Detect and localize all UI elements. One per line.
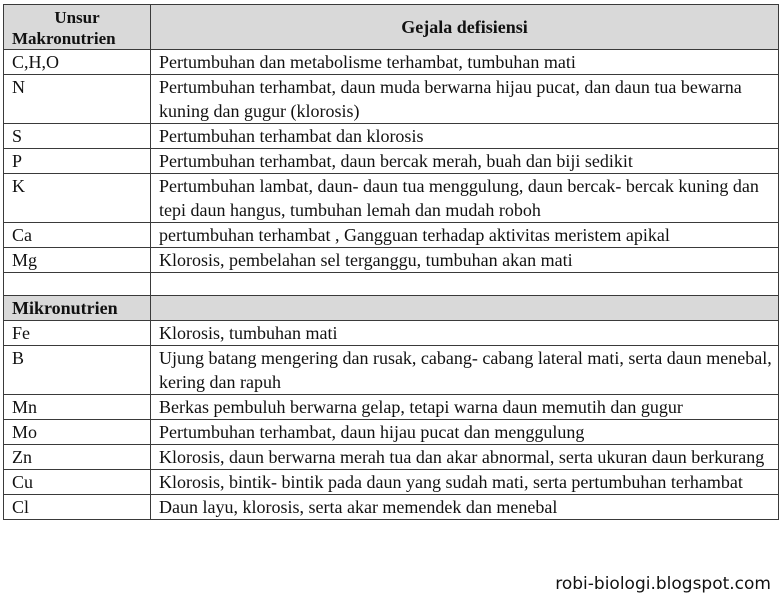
element-cell: Cl <box>4 495 151 520</box>
symptom-cell: Pertumbuhan terhambat dan klorosis <box>151 124 779 149</box>
spacer-row <box>4 273 779 296</box>
element-cell: N <box>4 75 151 124</box>
table-row <box>4 445 779 470</box>
table-row <box>4 75 779 124</box>
header-symptom-label: Gejala defisiensi <box>151 5 779 50</box>
table-row <box>4 395 779 420</box>
table-row <box>4 248 779 273</box>
symptom-cell: Klorosis, daun berwarna merah tua dan akar abnormal, serta ukuran daun berkurang <box>151 445 779 470</box>
header-unsur-label: Unsur <box>54 8 100 27</box>
element-cell: B <box>4 346 151 395</box>
element-cell: Mo <box>4 420 151 445</box>
symptom-cell: Pertumbuhan dan metabolisme terhambat, tumbuhan mati <box>151 50 779 75</box>
table-row <box>4 223 779 248</box>
table-row <box>4 124 779 149</box>
symptom-cell: Klorosis, tumbuhan mati <box>151 321 779 346</box>
micronutrient-header-row <box>4 296 779 321</box>
symptom-cell: Pertumbuhan lambat, daun- daun tua menggulung, daun bercak- bercak kuning dan tepi daun hangus, tumbuhan lemah dan mudah roboh <box>151 174 779 223</box>
micronutrient-label: Mikronutrien <box>4 296 151 321</box>
element-cell: Fe <box>4 321 151 346</box>
header-element-cell <box>4 5 151 50</box>
nutrient-deficiency-table <box>3 4 779 520</box>
table-row <box>4 420 779 445</box>
symptom-cell: pertumbuhan terhambat , Gangguan terhadap aktivitas meristem apikal <box>151 223 779 248</box>
table-row <box>4 495 779 520</box>
element-cell: Cu <box>4 470 151 495</box>
blog-credit-watermark: robi-biologi.blogspot.com <box>555 574 771 594</box>
element-cell: P <box>4 149 151 174</box>
table-row <box>4 470 779 495</box>
table-row <box>4 321 779 346</box>
element-cell: C,H,O <box>4 50 151 75</box>
symptom-cell: Pertumbuhan terhambat, daun muda berwarna hijau pucat, dan daun tua bewarna kuning dan gugur (klorosis) <box>151 75 779 124</box>
symptom-cell: Klorosis, bintik- bintik pada daun yang sudah mati, serta pertumbuhan terhambat <box>151 470 779 495</box>
element-cell: Mn <box>4 395 151 420</box>
symptom-cell: Berkas pembuluh berwarna gelap, tetapi warna daun memutih dan gugur <box>151 395 779 420</box>
symptom-cell: Ujung batang mengering dan rusak, cabang- cabang lateral mati, serta daun menebal, kering dan rapuh <box>151 346 779 395</box>
header-makronutrien-label: Makronutrien <box>12 29 116 48</box>
table-row <box>4 149 779 174</box>
symptom-cell: Pertumbuhan terhambat, daun hijau pucat dan menggulung <box>151 420 779 445</box>
table-row <box>4 346 779 395</box>
micronutrient-header-blank <box>151 296 779 321</box>
table-header-row <box>4 5 779 50</box>
element-cell: S <box>4 124 151 149</box>
symptom-cell: Daun layu, klorosis, serta akar memendek dan menebal <box>151 495 779 520</box>
symptom-cell: Pertumbuhan terhambat, daun bercak merah, buah dan biji sedikit <box>151 149 779 174</box>
element-cell: K <box>4 174 151 223</box>
table-row <box>4 50 779 75</box>
element-cell: Ca <box>4 223 151 248</box>
table-row <box>4 174 779 223</box>
element-cell: Zn <box>4 445 151 470</box>
element-cell: Mg <box>4 248 151 273</box>
symptom-cell: Klorosis, pembelahan sel terganggu, tumbuhan akan mati <box>151 248 779 273</box>
